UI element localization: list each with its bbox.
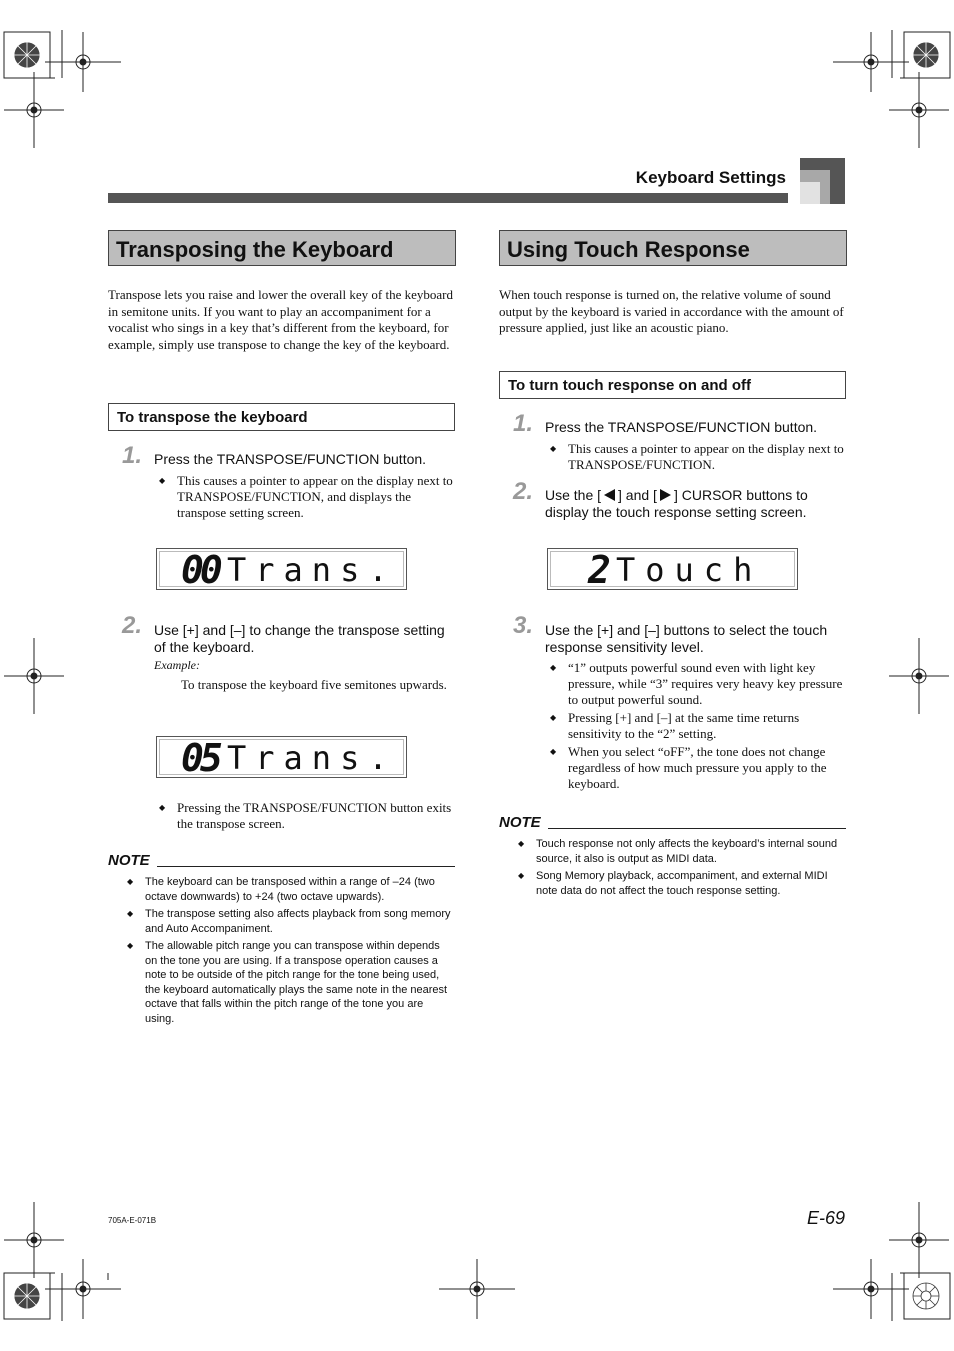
diamond-bullet-icon: ◆ <box>159 803 166 812</box>
list-item: ◆ Touch response not only affects the keyboard’s internal sound source, it also is output as MIDI data. <box>518 838 838 865</box>
lcd-digits: 2 <box>588 548 607 592</box>
note-label: NOTE <box>108 852 150 869</box>
document-code: 705A-E-071B <box>108 1216 157 1225</box>
diamond-bullet-icon: ◆ <box>550 713 557 722</box>
example-text: To transpose the keyboard five semitones upwards. <box>181 677 447 692</box>
diamond-bullet-icon: ◆ <box>127 909 134 918</box>
touch-intro: When touch response is turned on, the relative volume of sound output by the keyboard is varied in accordance with the amount of pressure applied, just like an acoustic piano. <box>499 287 844 335</box>
step-text: Use [+] and [–] to change the transpose setting of the keyboard. <box>154 622 445 655</box>
subsection-title-touch: To turn touch response on and off <box>499 371 846 399</box>
lcd-digits: 00 <box>181 548 219 592</box>
lcd-digits: 05 <box>181 736 219 780</box>
step-text: Use the [+] and [–] buttons to select the touch response sensitivity level. <box>545 622 828 655</box>
step-text: Press the TRANSPOSE/FUNCTION button. <box>545 419 818 435</box>
note-list <box>123 875 455 1029</box>
note-divider <box>548 828 846 829</box>
lcd-display-transpose-05 <box>156 736 407 778</box>
transpose-intro: Transpose lets you raise and lower the overall key of the keyboard in semitone units. If you want to play an accompaniment for a vocalist who sings in a key that’s different from the keyboard, for example, simply use transpose to change the key of the keyboard. <box>108 287 454 352</box>
list-item: ◆ Song Memory playback, accompaniment, and external MIDI note data do not affect the touch response setting. <box>518 870 828 897</box>
header-tab-graphic <box>800 158 845 204</box>
section-header-title: Keyboard Settings <box>635 168 786 187</box>
step-bullets <box>546 441 846 475</box>
page-number: E-69 <box>806 1208 845 1228</box>
diamond-bullet-icon: ◆ <box>550 747 557 756</box>
header-bar <box>108 193 788 203</box>
step-bullets <box>546 660 846 794</box>
section-title-touch-response: Using Touch Response <box>499 230 847 266</box>
step-number: 3. <box>513 612 534 639</box>
subsection-title-transpose: To transpose the keyboard <box>108 403 455 431</box>
lcd-display-transpose-00 <box>156 548 407 590</box>
step-text: Use the [ ] and [ ] CURSOR buttons to display the touch response setting screen. <box>545 487 808 520</box>
list-item: ◆ The transpose setting also affects playback from song memory and Auto Accompaniment. <box>127 908 451 935</box>
right-triangle-icon <box>660 489 671 501</box>
list-item: ◆ When you select “oFF”, the tone does not change regardless of how much pressure you apply to the keyboard. <box>550 744 827 791</box>
diamond-bullet-icon: ◆ <box>127 877 134 886</box>
note-label: NOTE <box>499 814 541 831</box>
after-display-bullets <box>155 800 455 834</box>
diamond-bullet-icon: ◆ <box>550 663 557 672</box>
lcd-word: Touch <box>616 551 763 589</box>
example-label: Example: <box>154 658 200 672</box>
list-item: ◆ The keyboard can be transposed within a range of –24 (two octave downwards) to +24 (two octave upwards). <box>127 876 435 903</box>
list-item: ◆ “1” outputs powerful sound even with light key pressure, while “3” requires very heavy key pressure to output powerful sound. <box>550 660 843 707</box>
note-divider <box>157 866 455 867</box>
list-item: ◆ This causes a pointer to appear on the display next to TRANSPOSE/FUNCTION. <box>550 441 844 472</box>
step-number: 2. <box>122 612 143 639</box>
section-title-transposing: Transposing the Keyboard <box>108 230 456 266</box>
note-list <box>514 837 846 901</box>
left-triangle-icon <box>604 489 615 501</box>
list-item: ◆ Pressing the TRANSPOSE/FUNCTION button exits the transpose screen. <box>159 800 452 831</box>
list-item: ◆ The allowable pitch range you can transpose within depends on the tone you are using. If a transpose operation causes a note to be outside of the pitch range for the tone being used, the keyboard automatically plays the same note in the nearest octave that falls within the pitch range of the tone you are using. <box>127 940 448 1025</box>
list-item: ◆ This causes a pointer to appear on the display next to TRANSPOSE/FUNCTION, and displays the transpose setting screen. <box>159 473 453 520</box>
step-number: 1. <box>513 410 534 437</box>
lcd-word: Trans. <box>227 739 397 777</box>
list-item: ◆ Pressing [+] and [–] at the same time returns sensitivity to the “2” setting. <box>550 710 800 741</box>
diamond-bullet-icon: ◆ <box>518 839 525 848</box>
diamond-bullet-icon: ◆ <box>550 444 557 453</box>
diamond-bullet-icon: ◆ <box>127 941 134 950</box>
diamond-bullet-icon: ◆ <box>159 476 166 485</box>
step-number: 1. <box>122 442 143 469</box>
diamond-bullet-icon: ◆ <box>518 871 525 880</box>
lcd-display-touch <box>547 548 798 590</box>
step-number: 2. <box>513 478 534 505</box>
lcd-word: Trans. <box>227 551 397 589</box>
step-text: Press the TRANSPOSE/FUNCTION button. <box>154 451 427 467</box>
step-bullets <box>155 473 455 523</box>
